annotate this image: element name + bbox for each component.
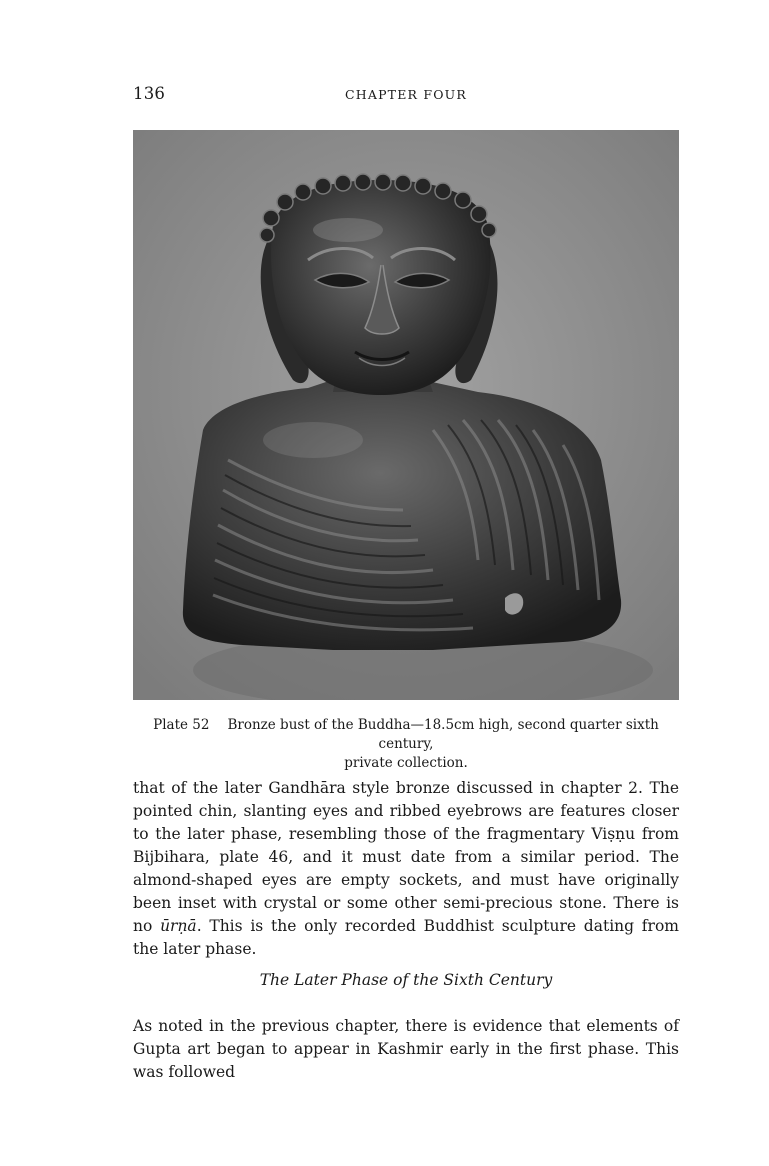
paragraph-1-text-b: . This is the only recorded Buddhist sculpture dating from the later phase. — [133, 917, 679, 958]
urna-term: ūrṇā — [160, 917, 197, 935]
paragraph-1-text-a: that of the later Gandhāra style bronze discussed in chapter 2. The pointed chin, slanting eyes and ribbed eyebrows are features closer to the later phase, resembling those of the fragmentary Viṣṇu from Bijbihara, plate 46, and it must date from a similar period. The almond-shaped eyes are empty sockets, and must have originally been inset with crystal or some other semi-precious stone. There is no — [133, 779, 679, 935]
plate-caption — [133, 716, 679, 773]
plate-caption-line-1: Bronze bust of the Buddha—18.5cm high, second quarter sixth century, — [227, 717, 659, 752]
body-paragraph-2: As noted in the previous chapter, there is evidence that elements of Gupta art began to appear in Kashmir early in the first phase. This was followed — [133, 1017, 679, 1081]
plate-label: Plate 52 — [153, 717, 210, 733]
page-number: 136 — [133, 84, 166, 103]
plate-caption-line-2: private collection. — [344, 755, 468, 771]
section-heading: The Later Phase of the Sixth Century — [259, 971, 553, 989]
plate-photograph — [133, 130, 679, 700]
running-head: CHAPTER FOUR — [344, 87, 468, 102]
body-paragraph-1 — [133, 777, 679, 961]
